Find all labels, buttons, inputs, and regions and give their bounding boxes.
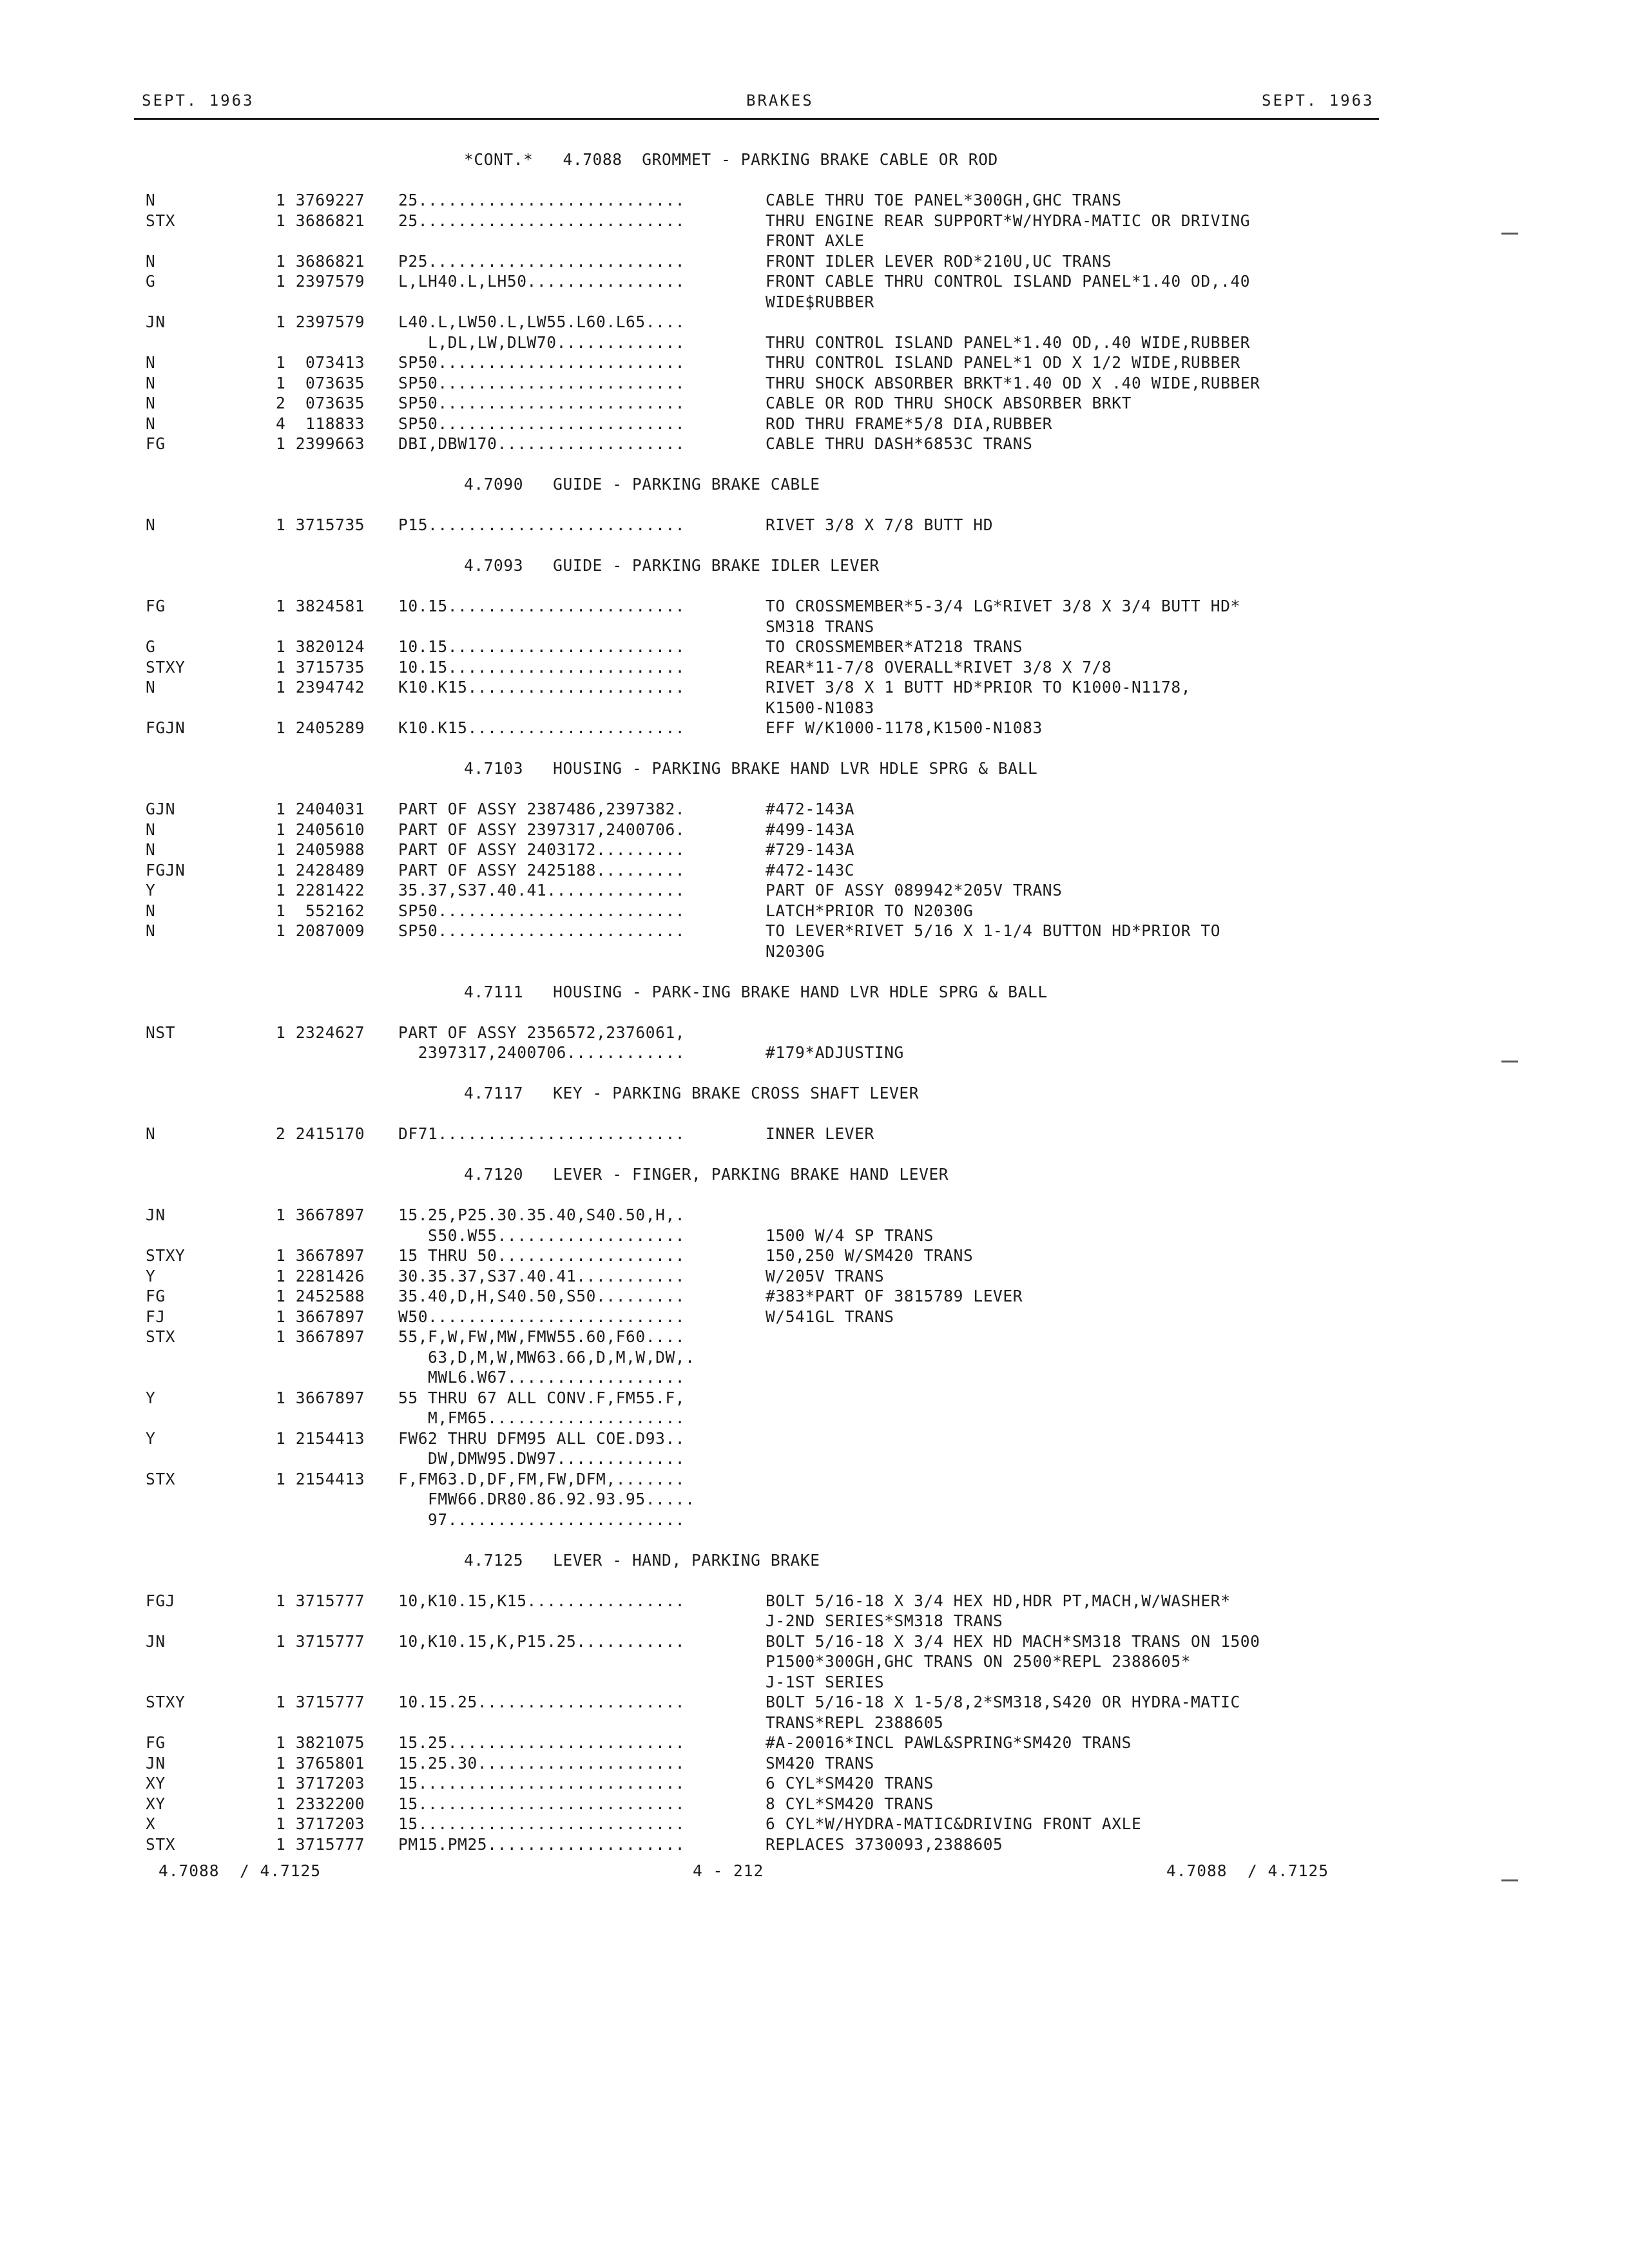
part-number: 2 073635: [276, 394, 365, 412]
model-code: N: [146, 901, 156, 920]
spacer: [134, 1185, 1397, 1206]
application: P25..........................: [398, 251, 686, 271]
part-row: [134, 901, 1397, 921]
application: SP50.........................: [398, 353, 686, 372]
part-number: 1 3824581: [276, 597, 365, 615]
part-number: 1 2405988: [276, 840, 365, 859]
application: W50..........................: [398, 1307, 686, 1326]
part-row: [134, 1651, 1397, 1672]
application: 15.25........................: [398, 1733, 686, 1752]
part-number: 1 3667897: [276, 1246, 365, 1265]
model-code: Y: [146, 1266, 156, 1285]
part-row: [134, 941, 1397, 962]
description: CABLE OR ROD THRU SHOCK ABSORBER BRKT: [766, 394, 1132, 412]
model-code: JN: [146, 312, 166, 331]
section-heading-text: 4.7103 HOUSING - PARKING BRAKE HAND LVR HDLE SPRG & BALL: [464, 759, 1038, 778]
part-row: [134, 1794, 1397, 1814]
description: W/205V TRANS: [766, 1266, 885, 1285]
section-heading: [134, 1550, 1397, 1571]
description: #A-20016*INCL PAWL&SPRING*SM420 TRANS: [766, 1733, 1132, 1752]
part-number: 1 3667897: [276, 1327, 365, 1346]
description: 150,250 W/SM420 TRANS: [766, 1246, 974, 1265]
description: THRU ENGINE REAR SUPPORT*W/HYDRA-MATIC OR DRIVING: [766, 211, 1251, 230]
spacer: [134, 1570, 1397, 1591]
description: BOLT 5/16-18 X 3/4 HEX HD,HDR PT,MACH,W/WASHER*: [766, 1591, 1231, 1610]
model-code: FGJ: [146, 1591, 176, 1610]
part-row: [134, 373, 1397, 394]
model-code: N: [146, 1124, 156, 1143]
description: SM318 TRANS: [766, 617, 874, 636]
part-row: [134, 860, 1397, 881]
part-number: 1 073413: [276, 353, 365, 372]
part-row: [134, 1124, 1397, 1144]
model-code: JN: [146, 1206, 166, 1224]
part-number: 1 2154413: [276, 1469, 365, 1488]
model-code: N: [146, 353, 156, 372]
application: 10,K10.15,K,P15.25...........: [398, 1631, 686, 1651]
application: L,DL,LW,DLW70.............: [398, 332, 686, 352]
part-row: [134, 251, 1397, 272]
part-row: [134, 1307, 1397, 1327]
model-code: GJN: [146, 800, 176, 818]
part-row: [134, 1347, 1397, 1368]
model-code: XY: [146, 1794, 166, 1813]
application: PART OF ASSY 2425188.........: [398, 860, 686, 879]
application: 63,D,M,W,MW63.66,D,M,W,DW,.: [398, 1347, 695, 1367]
description: RIVET 3/8 X 1 BUTT HD*PRIOR TO K1000-N1178,: [766, 678, 1191, 697]
header-date-left: SEPT. 1963: [142, 91, 255, 110]
description: W/541GL TRANS: [766, 1307, 894, 1326]
spacer: [134, 170, 1397, 191]
part-row: [134, 1469, 1397, 1490]
application: 10.15.25.....................: [398, 1693, 686, 1711]
application: 35.40,D,H,S40.50,S50.........: [398, 1287, 686, 1305]
description: J-1ST SERIES: [766, 1672, 885, 1691]
model-code: N: [146, 373, 156, 392]
part-row: [134, 1672, 1397, 1693]
parts-list: [134, 149, 1397, 1854]
model-code: FGJN: [146, 718, 186, 737]
application: 15 THRU 50...................: [398, 1246, 686, 1265]
part-row: [134, 921, 1397, 941]
part-row: [134, 1408, 1397, 1428]
description: #729-143A: [766, 840, 855, 859]
application: 15.25,P25.30.35.40,S40.50,H,.: [398, 1206, 686, 1224]
header-rule: [134, 118, 1379, 120]
model-code: FG: [146, 1287, 166, 1305]
part-row: [134, 1631, 1397, 1652]
part-number: 2 2415170: [276, 1124, 365, 1143]
part-row: [134, 698, 1397, 718]
spacer: [134, 1144, 1397, 1165]
part-row: [134, 1245, 1397, 1266]
application: 15...........................: [398, 1814, 686, 1833]
application: SP50.........................: [398, 901, 686, 920]
application: 97........................: [398, 1510, 686, 1529]
model-code: JN: [146, 1753, 166, 1773]
model-code: N: [146, 191, 156, 209]
application: 15.25.30.....................: [398, 1753, 686, 1773]
part-row: [134, 799, 1397, 820]
description: BOLT 5/16-18 X 1-5/8,2*SM318,S420 OR HYDRA-MATIC: [766, 1693, 1240, 1711]
application: 2397317,2400706............: [398, 1043, 686, 1062]
header-section-title: BRAKES: [746, 91, 814, 110]
part-row: [134, 840, 1397, 860]
application: DF71.........................: [398, 1124, 686, 1143]
part-row: [134, 718, 1397, 738]
part-number: 1 552162: [276, 901, 365, 920]
application: PART OF ASSY 2397317,2400706.: [398, 820, 686, 839]
application: M,FM65....................: [398, 1408, 686, 1427]
part-number: 4 118833: [276, 414, 365, 433]
part-number: 1 073635: [276, 373, 365, 392]
footer-range-left: 4.7088 / 4.7125: [159, 1861, 322, 1880]
part-number: 1 2397579: [276, 312, 365, 331]
description: 8 CYL*SM420 TRANS: [766, 1794, 934, 1813]
model-code: G: [146, 272, 156, 291]
description: FRONT AXLE: [766, 231, 865, 250]
application: DW,DMW95.DW97.............: [398, 1449, 686, 1468]
header-date-right: SEPT. 1963: [1262, 91, 1374, 110]
part-number: 1 2405610: [276, 820, 365, 839]
model-code: FJ: [146, 1307, 166, 1326]
description: TO CROSSMEMBER*AT218 TRANS: [766, 637, 1023, 656]
part-row: [134, 332, 1397, 353]
part-row: [134, 1733, 1397, 1753]
application: K10.K15......................: [398, 718, 686, 737]
part-number: 1 2404031: [276, 800, 365, 818]
section-heading-text: 4.7090 GUIDE - PARKING BRAKE CABLE: [464, 475, 820, 494]
part-number: 1 2324627: [276, 1023, 365, 1042]
application: 10.15........................: [398, 637, 686, 656]
description: N2030G: [766, 941, 825, 961]
section-heading: [134, 1083, 1397, 1104]
part-number: 1 2452588: [276, 1287, 365, 1305]
description: THRU SHOCK ABSORBER BRKT*1.40 OD X .40 WIDE,RUBBER: [766, 373, 1260, 392]
description: THRU CONTROL ISLAND PANEL*1.40 OD,.40 WIDE,RUBBER: [766, 332, 1251, 352]
description: TO LEVER*RIVET 5/16 X 1-1/4 BUTTON HD*PRIOR TO: [766, 921, 1221, 940]
part-row: [134, 1713, 1397, 1733]
spacer: [134, 454, 1397, 475]
part-row: [134, 414, 1397, 434]
part-number: 1 2281426: [276, 1266, 365, 1285]
description: INNER LEVER: [766, 1124, 874, 1143]
description: SM420 TRANS: [766, 1753, 874, 1773]
application: PART OF ASSY 2387486,2397382.: [398, 800, 686, 818]
application: 10.15........................: [398, 597, 686, 615]
application: SP50.........................: [398, 414, 686, 433]
part-row: [134, 231, 1397, 251]
part-row: [134, 637, 1397, 657]
model-code: FG: [146, 597, 166, 615]
part-number: 1 2281422: [276, 881, 365, 899]
model-code: STXY: [146, 657, 186, 677]
model-code: N: [146, 820, 156, 839]
part-row: [134, 1448, 1397, 1469]
part-row: [134, 657, 1397, 678]
spacer: [134, 779, 1397, 800]
application: SP50.........................: [398, 921, 686, 940]
part-number: 1 3667897: [276, 1206, 365, 1224]
part-row: [134, 271, 1397, 292]
model-code: STX: [146, 1327, 176, 1346]
part-row: [134, 1834, 1397, 1855]
application: S50.W55...................: [398, 1225, 686, 1245]
description: REAR*11-7/8 OVERALL*RIVET 3/8 X 7/8: [766, 657, 1112, 677]
model-code: NST: [146, 1023, 176, 1042]
description: LATCH*PRIOR TO N2030G: [766, 901, 974, 920]
part-row: [134, 1510, 1397, 1530]
part-row: [134, 1266, 1397, 1287]
part-row: [134, 1773, 1397, 1794]
part-number: 1 3717203: [276, 1774, 365, 1792]
description: K1500-N1083: [766, 698, 874, 717]
description: EFF W/K1000-1178,K1500-N1083: [766, 718, 1043, 737]
model-code: G: [146, 637, 156, 656]
part-number: 1 3715777: [276, 1631, 365, 1651]
model-code: JN: [146, 1631, 166, 1651]
model-code: N: [146, 840, 156, 859]
description: P1500*300GH,GHC TRANS ON 2500*REPL 2388605*: [766, 1652, 1191, 1671]
section-heading-text: 4.7125 LEVER - HAND, PARKING BRAKE: [464, 1550, 820, 1570]
part-number: 1 3715735: [276, 515, 365, 534]
part-row: [134, 211, 1397, 231]
application: SP50.........................: [398, 394, 686, 412]
spacer: [134, 1002, 1397, 1023]
part-number: 1 2399663: [276, 434, 365, 453]
part-row: [134, 596, 1397, 617]
description: #499-143A: [766, 820, 855, 839]
model-code: FGJN: [146, 860, 186, 879]
section-heading-text: *CONT.* 4.7088 GROMMET - PARKING BRAKE CABLE OR ROD: [464, 150, 998, 169]
section-heading: [134, 982, 1397, 1003]
model-code: Y: [146, 1388, 156, 1407]
part-row: [134, 1327, 1397, 1347]
model-code: N: [146, 414, 156, 433]
application: FMW66.DR80.86.92.93.95.....: [398, 1490, 695, 1508]
application: L40.L,LW50.L,LW55.L60.L65....: [398, 312, 686, 331]
part-number: 1 3667897: [276, 1307, 365, 1326]
description: TO CROSSMEMBER*5-3/4 LG*RIVET 3/8 X 3/4 BUTT HD*: [766, 597, 1240, 615]
part-number: 1 2332200: [276, 1794, 365, 1813]
part-number: 1 3686821: [276, 251, 365, 271]
model-code: N: [146, 515, 156, 534]
description: CABLE THRU DASH*6853C TRANS: [766, 434, 1033, 453]
description: 1500 W/4 SP TRANS: [766, 1225, 934, 1245]
description: #472-143C: [766, 860, 855, 879]
part-row: [134, 393, 1397, 414]
part-row: [134, 1043, 1397, 1063]
application: 25...........................: [398, 191, 686, 209]
model-code: Y: [146, 1428, 156, 1448]
part-row: [134, 1591, 1397, 1611]
description: 6 CYL*SM420 TRANS: [766, 1774, 934, 1792]
model-code: N: [146, 921, 156, 940]
section-heading: [134, 758, 1397, 779]
section-heading: [134, 555, 1397, 576]
part-row: [134, 312, 1397, 332]
part-number: 1 3667897: [276, 1388, 365, 1407]
section-heading-text: 4.7093 GUIDE - PARKING BRAKE IDLER LEVER: [464, 556, 880, 575]
application: PART OF ASSY 2356572,2376061,: [398, 1023, 686, 1042]
part-row: [134, 1023, 1397, 1043]
model-code: STXY: [146, 1693, 186, 1711]
spacer: [134, 961, 1397, 982]
description: FRONT CABLE THRU CONTROL ISLAND PANEL*1.40 OD,.40: [766, 272, 1251, 291]
application: 30.35.37,S37.40.41...........: [398, 1266, 686, 1285]
spacer: [134, 1104, 1397, 1124]
spacer: [134, 535, 1397, 556]
part-row: [134, 434, 1397, 454]
section-heading-text: 4.7117 KEY - PARKING BRAKE CROSS SHAFT LEVER: [464, 1084, 920, 1102]
application: DBI,DBW170...................: [398, 434, 686, 453]
spacer: [134, 1530, 1397, 1550]
application: K10.K15......................: [398, 678, 686, 697]
description: REPLACES 3730093,2388605: [766, 1834, 1003, 1854]
application: MWL6.W67..................: [398, 1368, 686, 1387]
part-row: [134, 190, 1397, 211]
part-number: 1 2087009: [276, 921, 365, 940]
application: 15...........................: [398, 1774, 686, 1792]
part-number: 1 3686821: [276, 211, 365, 230]
model-code: XY: [146, 1774, 166, 1792]
section-heading: [134, 1164, 1397, 1185]
part-row: [134, 1428, 1397, 1449]
spacer: [134, 1063, 1397, 1084]
description: ROD THRU FRAME*5/8 DIA,RUBBER: [766, 414, 1053, 433]
margin-mark: [1501, 233, 1518, 235]
application: PM15.PM25....................: [398, 1834, 686, 1854]
application: SP50.........................: [398, 373, 686, 392]
application: 10,K10.15,K15................: [398, 1591, 686, 1610]
application: P15..........................: [398, 515, 686, 534]
part-row: [134, 1286, 1397, 1307]
model-code: STX: [146, 211, 176, 230]
description: FRONT IDLER LEVER ROD*210U,UC TRANS: [766, 251, 1112, 271]
description: 6 CYL*W/HYDRA-MATIC&DRIVING FRONT AXLE: [766, 1814, 1142, 1833]
section-heading: [134, 474, 1397, 495]
model-code: Y: [146, 881, 156, 899]
margin-mark: [1501, 1061, 1518, 1062]
model-code: STXY: [146, 1246, 186, 1265]
part-number: 1 2405289: [276, 718, 365, 737]
part-row: [134, 1225, 1397, 1246]
margin-mark: [1501, 1879, 1518, 1881]
description: #179*ADJUSTING: [766, 1043, 904, 1062]
model-code: STX: [146, 1469, 176, 1488]
part-number: 1 3821075: [276, 1733, 365, 1752]
spacer: [134, 495, 1397, 515]
part-number: 1 2394742: [276, 678, 365, 697]
application: 55,F,W,FW,MW,FMW55.60,F60....: [398, 1327, 686, 1346]
part-row: [134, 1692, 1397, 1713]
part-number: 1 3715735: [276, 657, 365, 677]
part-row: [134, 617, 1397, 637]
application: PART OF ASSY 2403172.........: [398, 840, 686, 859]
model-code: N: [146, 678, 156, 697]
description: THRU CONTROL ISLAND PANEL*1 OD X 1/2 WIDE,RUBBER: [766, 353, 1240, 372]
part-number: 1 3715777: [276, 1834, 365, 1854]
description: TRANS*REPL 2388605: [766, 1713, 944, 1732]
description: #472-143A: [766, 800, 855, 818]
application: 55 THRU 67 ALL CONV.F,FM55.F,: [398, 1388, 686, 1407]
application: 25...........................: [398, 211, 686, 230]
model-code: N: [146, 251, 156, 271]
description: RIVET 3/8 X 7/8 BUTT HD: [766, 515, 994, 534]
part-number: 1 3715777: [276, 1693, 365, 1711]
part-row: [134, 1611, 1397, 1631]
spacer: [134, 576, 1397, 597]
description: #383*PART OF 3815789 LEVER: [766, 1287, 1023, 1305]
part-row: [134, 515, 1397, 535]
part-row: [134, 880, 1397, 901]
section-heading: [134, 149, 1397, 170]
part-number: 1 2428489: [276, 860, 365, 879]
footer-page-number: 4 - 212: [693, 1861, 764, 1880]
application: 35.37,S37.40.41..............: [398, 881, 686, 899]
application: L,LH40.L,LH50................: [398, 272, 686, 291]
part-row: [134, 1205, 1397, 1225]
part-row: [134, 677, 1397, 698]
part-row: [134, 1367, 1397, 1388]
spacer: [134, 738, 1397, 759]
application: FW62 THRU DFM95 ALL COE.D93..: [398, 1428, 686, 1448]
part-row: [134, 292, 1397, 312]
part-row: [134, 1814, 1397, 1834]
part-number: 1 3820124: [276, 637, 365, 656]
model-code: FG: [146, 1733, 166, 1752]
description: PART OF ASSY 089942*205V TRANS: [766, 881, 1063, 899]
part-row: [134, 352, 1397, 373]
section-heading-text: 4.7111 HOUSING - PARK-ING BRAKE HAND LVR HDLE SPRG & BALL: [464, 982, 1048, 1001]
application: 15...........................: [398, 1794, 686, 1813]
model-code: STX: [146, 1834, 176, 1854]
description: BOLT 5/16-18 X 3/4 HEX HD MACH*SM318 TRANS ON 1500: [766, 1631, 1260, 1651]
description: WIDE$RUBBER: [766, 292, 874, 311]
application: 10.15........................: [398, 657, 686, 677]
section-heading-text: 4.7120 LEVER - FINGER, PARKING BRAKE HAND LEVER: [464, 1165, 949, 1184]
part-number: 1 2154413: [276, 1428, 365, 1448]
part-number: 1 2397579: [276, 272, 365, 291]
part-row: [134, 820, 1397, 840]
part-row: [134, 1388, 1397, 1408]
part-number: 1 3715777: [276, 1591, 365, 1610]
part-number: 1 3769227: [276, 191, 365, 209]
part-row: [134, 1489, 1397, 1510]
model-code: N: [146, 394, 156, 412]
footer-range-right: 4.7088 / 4.7125: [1166, 1861, 1329, 1880]
model-code: FG: [146, 434, 166, 453]
part-number: 1 3717203: [276, 1814, 365, 1833]
description: CABLE THRU TOE PANEL*300GH,GHC TRANS: [766, 191, 1122, 209]
model-code: X: [146, 1814, 156, 1833]
application: F,FM63.D,DF,FM,FW,DFM,.......: [398, 1469, 686, 1488]
part-number: 1 3765801: [276, 1753, 365, 1773]
description: J-2ND SERIES*SM318 TRANS: [766, 1611, 1003, 1630]
part-row: [134, 1753, 1397, 1774]
